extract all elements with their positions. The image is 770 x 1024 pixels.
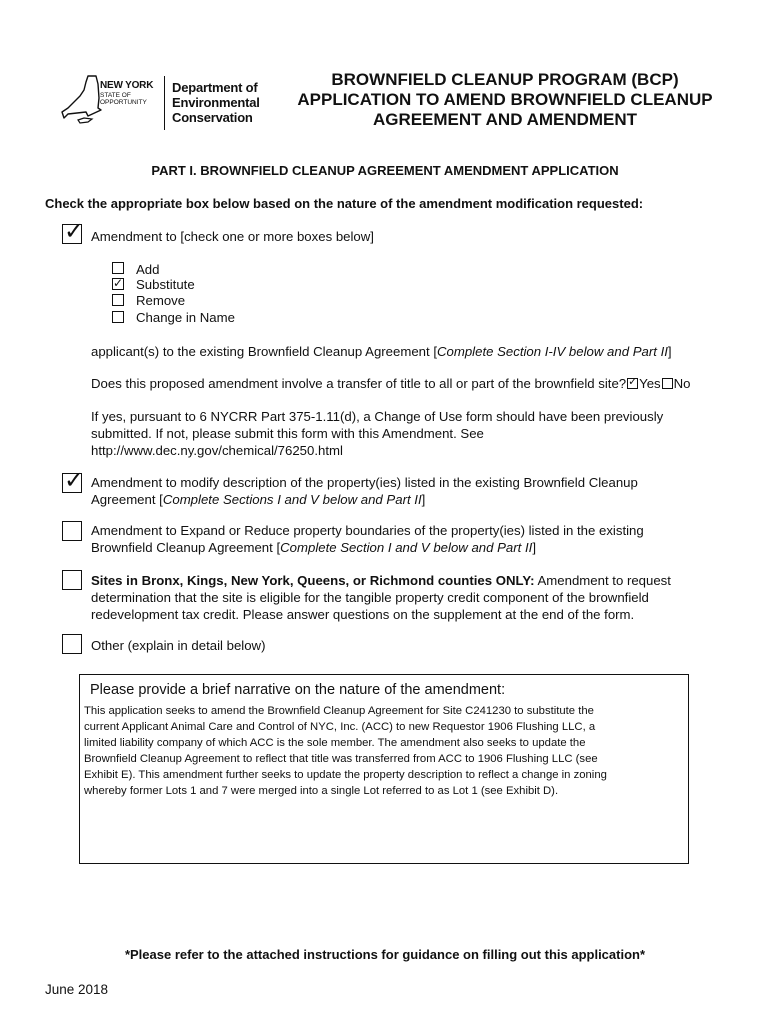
new-york-state-map-icon — [58, 74, 102, 128]
checkmark-icon: ✓ — [628, 376, 638, 388]
nyc-sites-label: Sites in Bronx, Kings, New York, Queens, or Richmond counties ONLY: Amendment to request determination that the site is eligible for the tangible property credit component of the brownfield redevelopment tax credit. Please answer questions on the supplement at the end of the form. — [91, 573, 671, 622]
logo-tagline: STATE OF OPPORTUNITY — [100, 92, 147, 106]
applicant-text: applicant(s) to the existing Brownfield Cleanup Agreement [Complete Section I-IV below and Part II] — [91, 344, 672, 359]
other-label: Other (explain in detail below) — [91, 638, 266, 653]
nyc-sites-checkbox[interactable] — [62, 570, 82, 590]
other-checkbox[interactable] — [62, 634, 82, 654]
expand-reduce-label: Amendment to Expand or Reduce property boundaries of the property(ies) listed in the existing Brownfield Cleanup Agreement [Complete Section I and V below and Part II] — [91, 523, 644, 555]
logo-department: Department of Environmental Conservation — [172, 80, 260, 125]
form-date: June 2018 — [45, 982, 109, 997]
amend-applicant-checkbox[interactable] — [62, 218, 85, 245]
transfer-question: Does this proposed amendment involve a transfer of title to all or part of the brownfield site? ✓ Yes No — [91, 376, 691, 391]
narrative-heading: Please provide a brief narrative on the nature of the amendment: — [90, 682, 506, 698]
expand-reduce-checkbox[interactable] — [62, 521, 82, 541]
instruction-text: Check the appropriate box below based on the nature of the amendment modification requested: — [45, 196, 644, 211]
document-title: BROWNFIELD CLEANUP PROGRAM (BCP) APPLICATION TO AMEND BROWNFIELD CLEANUP AGREEMENT AND AMENDMENT — [297, 70, 713, 129]
remove-checkbox[interactable] — [112, 294, 124, 306]
logo-state-name: NEW YORK — [100, 80, 154, 91]
if-yes-paragraph: If yes, pursuant to 6 NYCRR Part 375-1.11(d), a Change of Use form should have been previously submitted. If not, please submit this form with this Amendment. See http://www.dec.ny.gov/chemical/76250.html — [91, 409, 664, 458]
substitute-checkbox[interactable] — [112, 278, 124, 290]
yes-label: Yes — [639, 376, 661, 391]
change-in-name-label: Change in Name — [136, 310, 235, 325]
yes-checkbox[interactable] — [627, 378, 638, 389]
amend-applicant-label: Amendment to [check one or more boxes below] — [91, 229, 374, 244]
checkmark-icon: ✓ — [64, 467, 85, 494]
narrative-textarea[interactable] — [79, 674, 689, 864]
modify-description-checkbox[interactable] — [62, 467, 85, 494]
change-of-use-link[interactable]: http://www.dec.ny.gov/chemical/76250.html — [91, 443, 343, 458]
logo-divider — [164, 76, 165, 130]
instructions-note: *Please refer to the attached instructions for guidance on filling out this application* — [124, 947, 646, 962]
no-label: No — [673, 376, 691, 391]
modify-description-label: Amendment to modify description of the property(ies) listed in the existing Brownfield Cleanup Agreement [Complete Sections I and V below and Part II] — [91, 475, 638, 507]
checkmark-icon: ✓ — [113, 276, 124, 290]
checkmark-icon: ✓ — [64, 218, 85, 245]
no-checkbox[interactable] — [662, 378, 673, 389]
remove-label: Remove — [136, 293, 186, 308]
substitute-label: Substitute — [136, 277, 195, 292]
add-label: Add — [136, 262, 160, 277]
part-heading: PART I. BROWNFIELD CLEANUP AGREEMENT AMENDMENT APPLICATION — [151, 163, 619, 178]
change-in-name-checkbox[interactable] — [112, 311, 124, 323]
narrative-text: This application seeks to amend the Brownfield Cleanup Agreement for Site C241230 to substitute the current Applicant Animal Care and Control of NYC, Inc. (ACC) to new Requestor 1906 Flushing LLC, a limited liability company of which ACC is the sole member. The amendment also seeks to update the Brownfield Cleanup Agreement to reflect that title was transferred from ACC to 1906 Flushing LLC (see Exhibit E). This amendment further seeks to update the property description to reflect a change in zoning whereby former Lots 1 and 7 were merged into a single Lot referred to as Lot 1 (see Exhibit D). — [84, 705, 607, 797]
nys-dec-logo — [58, 72, 273, 132]
add-checkbox[interactable] — [112, 262, 124, 274]
